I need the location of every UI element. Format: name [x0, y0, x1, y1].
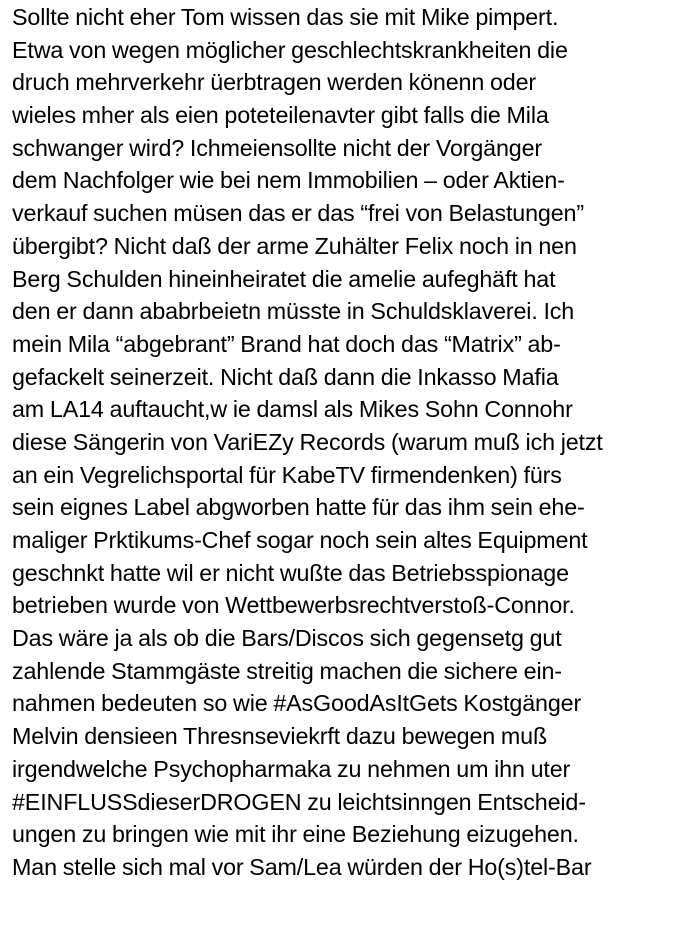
text-line: den er dann ababrbeietn müsste in Schuldsklaverei. Ich	[12, 298, 575, 325]
text-line: Melvin densieen Thresnseviekrft dazu bewegen muß	[12, 723, 548, 750]
text-line: maliger Prktikums-Chef sogar noch sein altes Equipment	[12, 527, 588, 553]
text-line: betrieben wurde von Wettbewerbsrechtverstoß-Connor.	[12, 592, 575, 619]
text-line: ungen zu bringen wie mit ihr eine Beziehung eizugehen.	[12, 821, 579, 848]
text-line: sein eignes Label abgworben hatte für das ihm sein ehe-	[12, 494, 585, 521]
text-line: Das wäre ja als ob die Bars/Discos sich gegensetg gut	[12, 625, 562, 652]
text-line: Berg Schulden hineinheiratet die amelie aufeghäft hat	[12, 265, 556, 292]
text-line: an ein Vegrelichsportal für KabeTV firmendenken) fürs	[12, 461, 562, 488]
text-line: diese Sängerin von VariEZy Records (warum muß ich jetzt	[12, 428, 603, 455]
text-line: mein Mila “abgebrant” Brand hat doch das “Matrix” ab-	[12, 330, 561, 357]
text-line: #EINFLUSSdieserDROGEN zu leichtsinngen Entscheid-	[12, 788, 586, 815]
text-line: Sollte nicht eher Tom wissen das sie mit Mike pimpert.	[12, 4, 559, 30]
text-line: verkauf suchen müsen das er das “frei von Belastungen”	[12, 200, 584, 227]
text-line: übergibt? Nicht daß der arme Zuhälter Felix noch in nen	[12, 232, 577, 259]
text-line: wieles mher als eien poteteilenavter gibt falls die Mila	[12, 102, 549, 129]
text-line: geschnkt hatte wil er nicht wußte das Betriebsspionage	[12, 559, 569, 586]
body-text	[12, 1, 682, 884]
text-line: schwanger wird? Ichmeiensollte nicht der Vorgänger	[12, 134, 543, 161]
text-line: nahmen bedeuten so wie #AsGoodAsItGets Kostgänger	[12, 690, 582, 717]
text-line: dem Nachfolger wie bei nem Immobilien – oder Aktien-	[12, 167, 565, 194]
text-line: Man stelle sich mal vor Sam/Lea würden der Ho(s)tel-Bar	[12, 853, 592, 880]
text-line: irgendwelche Psychopharmaka zu nehmen um ihn uter	[12, 755, 571, 782]
text-line: druch mehrverkehr üerbtragen werden könenn oder	[12, 69, 537, 96]
text-line: zahlende Stammgäste streitig machen die sichere ein-	[12, 657, 562, 684]
text-line: am LA14 auftaucht,w ie damsl als Mikes Sohn Connohr	[12, 396, 573, 423]
text-line: gefackelt seinerzeit. Nicht daß dann die Inkasso Mafia	[12, 363, 559, 390]
text-line: Etwa von wegen möglicher geschlechtskrankheiten die	[12, 36, 568, 63]
